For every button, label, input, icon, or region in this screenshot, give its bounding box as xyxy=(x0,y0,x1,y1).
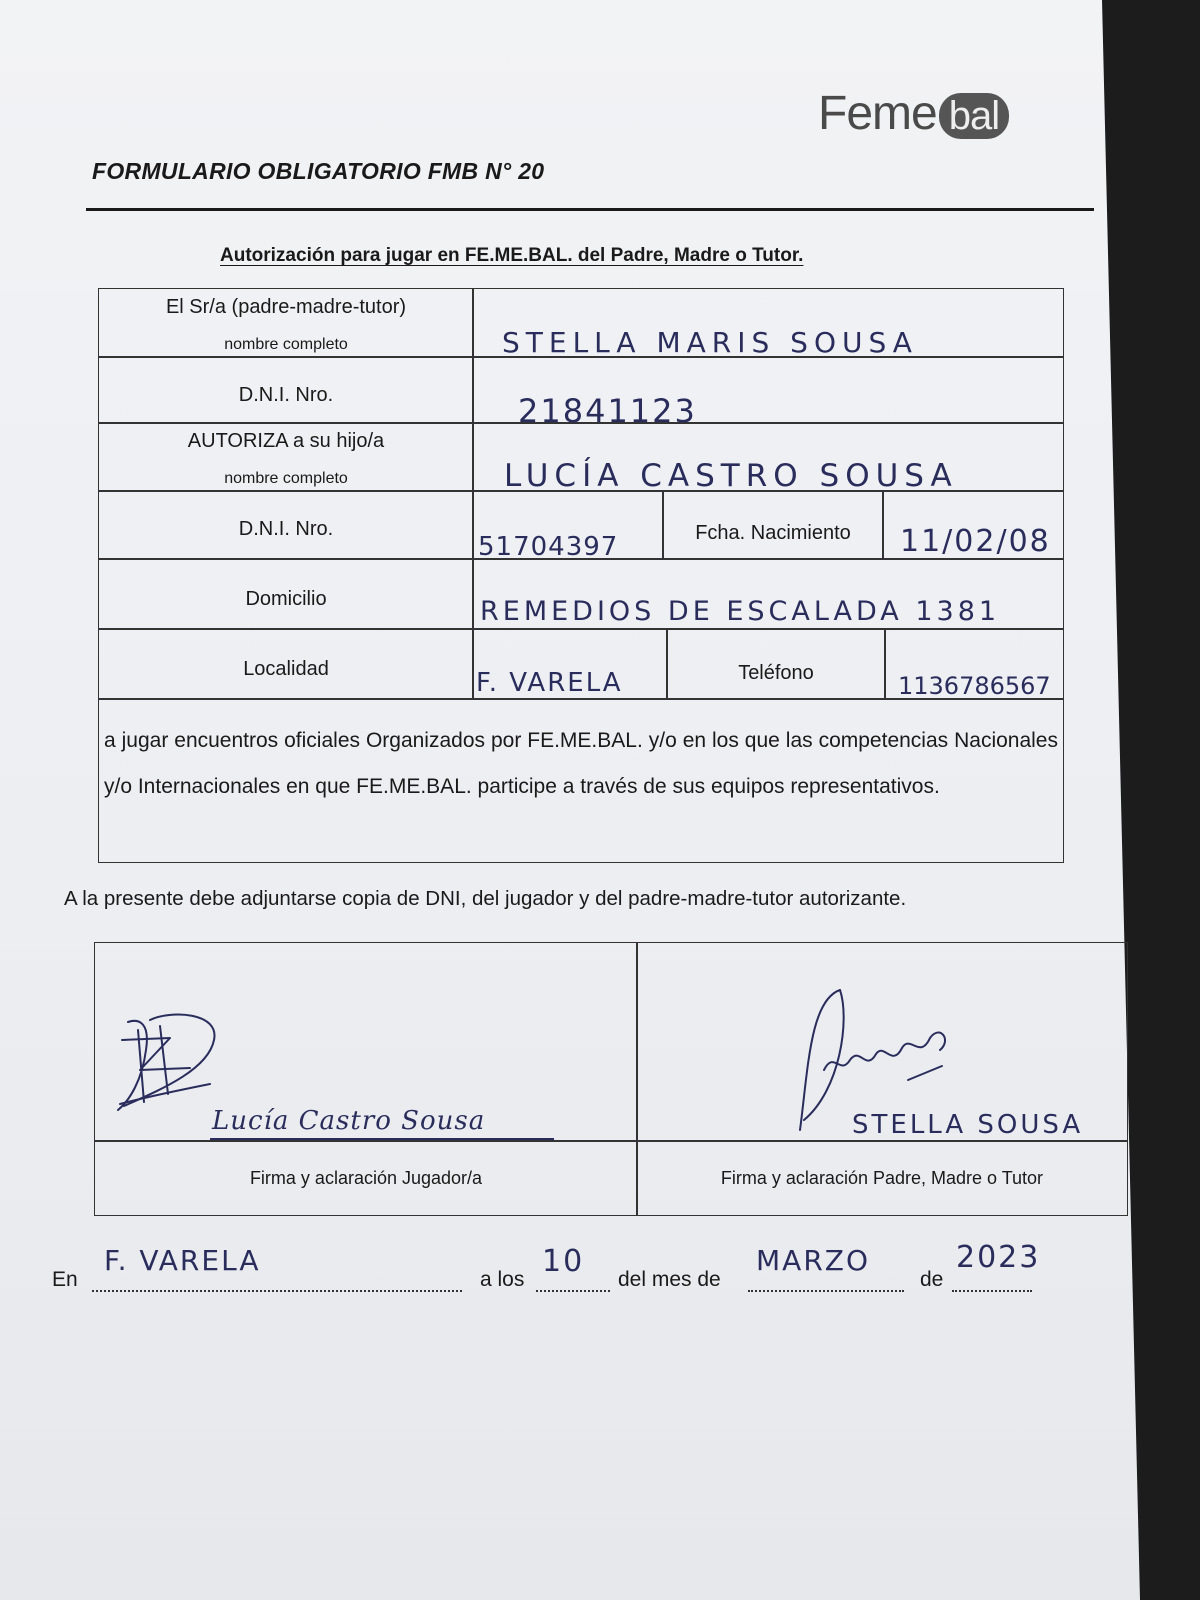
address-value: REMEDIOS DE ESCALADA 1381 xyxy=(480,596,1001,627)
address-label: Domicilio xyxy=(245,588,327,610)
footer-a-los-label: a los xyxy=(480,1268,525,1291)
child-name-value: LUCÍA CASTRO SOUSA xyxy=(504,458,958,494)
parent-dni-value: 21841123 xyxy=(518,392,697,430)
player-signature-name: Lucía Castro Sousa xyxy=(212,1106,486,1136)
parent-name-value: STELLA MARIS SOUSA xyxy=(502,326,918,359)
footer-de-label: de xyxy=(920,1268,944,1291)
footer-place-value: F. VARELA xyxy=(104,1244,261,1277)
player-signature-drawing xyxy=(110,1010,250,1120)
logo-main-text: Feme xyxy=(818,87,937,140)
child-dni-value: 51704397 xyxy=(478,532,619,562)
femebal-logo xyxy=(818,86,1009,141)
table-divider-vertical xyxy=(472,289,474,699)
signature-divider-horizontal xyxy=(95,1140,1127,1142)
child-sublabel: nombre completo xyxy=(224,470,348,487)
footer-mes-label: del mes de xyxy=(618,1268,721,1291)
phone-label: Teléfono xyxy=(738,662,814,684)
table-divider-phone-value xyxy=(884,629,886,698)
logo-accent-text: bal xyxy=(939,93,1009,139)
title-divider xyxy=(86,208,1094,211)
parent-signature-name: STELLA SOUSA xyxy=(852,1110,1084,1140)
parent-label: El Sr/a (padre-madre-tutor) xyxy=(165,296,407,318)
player-signature-label: Firma y aclaración Jugador/a xyxy=(249,1168,483,1188)
footer-month-value: MARZO xyxy=(756,1244,870,1277)
footer-day-value: 10 xyxy=(542,1244,585,1279)
footer-year-value: 2023 xyxy=(956,1240,1041,1275)
footer-year-dots xyxy=(952,1272,1032,1292)
form-subtitle: Autorización para jugar en FE.ME.BAL. del Padre, Madre o Tutor. xyxy=(220,245,804,266)
child-dni-label: D.N.I. Nro. xyxy=(238,518,334,540)
form-title: FORMULARIO OBLIGATORIO FMB N° 20 xyxy=(92,158,545,184)
phone-value: 1136786567 xyxy=(898,672,1051,700)
locality-label: Localidad xyxy=(243,658,329,680)
player-signature-underline xyxy=(210,1138,554,1140)
table-row-divider xyxy=(99,628,1063,630)
parent-sublabel: nombre completo xyxy=(224,336,348,353)
birth-date-value: 11/02/08 xyxy=(900,524,1051,559)
child-label: AUTORIZA a su hijo/a xyxy=(187,430,385,452)
footer-en-label: En xyxy=(52,1268,78,1291)
locality-value: F. VARELA xyxy=(476,668,623,698)
attachment-note: A la presente debe adjuntarse copia de DNI, del jugador y del padre-madre-tutor autorizante. xyxy=(64,887,907,910)
authorization-text: a jugar encuentros oficiales Organizados por FE.ME.BAL. y/o en los que las competencias Nacionales y/o Internacionales en que FE.ME.BAL. participe a través de sus equipos representativos. xyxy=(104,729,1058,798)
parent-signature-label: Firma y aclaración Padre, Madre o Tutor xyxy=(720,1168,1044,1188)
parent-dni-label: D.N.I. Nro. xyxy=(238,384,334,406)
birth-date-label: Fcha. Nacimiento xyxy=(695,522,851,544)
table-divider-birth-value xyxy=(882,491,884,558)
